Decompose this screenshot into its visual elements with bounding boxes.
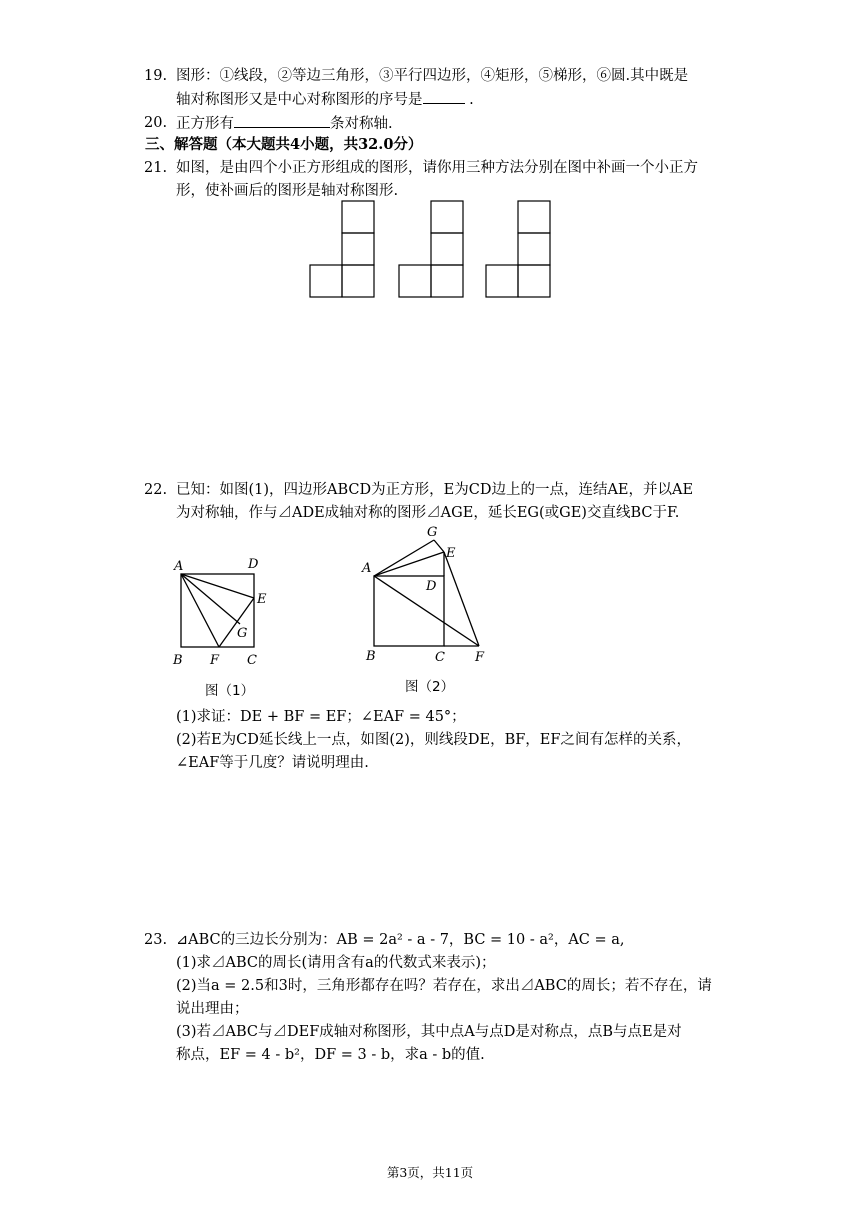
q21-figure-3 bbox=[486, 201, 550, 297]
fig2-label-d: D bbox=[426, 579, 437, 594]
q22-number: 22. bbox=[144, 482, 168, 498]
q22-line2: 为对称轴，作与⊿ADE成轴对称的图形⊿AGE，延长EG(或GE)交直线BC于F. bbox=[176, 505, 680, 521]
fig2-label-a: A bbox=[362, 561, 372, 576]
q22-figure-2 bbox=[358, 520, 498, 670]
q21-number: 21. bbox=[144, 160, 168, 176]
q20-number: 20. bbox=[144, 115, 168, 131]
q21-fig1-square-bottom-right bbox=[342, 265, 374, 297]
fig1-label-a: A bbox=[174, 559, 184, 574]
q21-figures bbox=[0, 198, 860, 318]
fig2-label-g: G bbox=[427, 525, 438, 540]
fig1-label-g: G bbox=[237, 626, 248, 641]
q19-prefix: 图形： bbox=[176, 68, 220, 84]
q22-sub2a: (2)若E为CD延长线上一点，如图(2)，则线段DE，BF，EF之间有怎样的关系， bbox=[176, 732, 691, 748]
fig1-label-f: F bbox=[210, 653, 220, 668]
q21-fig1-square-top bbox=[342, 201, 374, 233]
q19-answer-blank[interactable] bbox=[423, 89, 465, 104]
q19-item-6: ⑥圆.其中既是 bbox=[596, 68, 689, 84]
q21-fig1-square-bottom-left bbox=[310, 265, 342, 297]
q19-item-1: ①线段， bbox=[219, 68, 278, 84]
q19-number: 19. bbox=[144, 68, 168, 84]
q21-fig2-square-bottom-right bbox=[431, 265, 463, 297]
q20-line bbox=[176, 113, 393, 134]
q19-line1 bbox=[176, 66, 688, 86]
q21-fig3-square-bottom-right bbox=[518, 265, 550, 297]
fig1-line-ag bbox=[181, 574, 240, 624]
q23-sub1: (1)求⊿ABC的周长(请用含有a的代数式来表示)； bbox=[176, 955, 496, 971]
q22-figure-1 bbox=[170, 556, 300, 676]
q23-sub3a: (3)若⊿ABC与⊿DEF成轴对称图形，其中点A与点D是对称点，点B与点E是对 bbox=[176, 1024, 682, 1040]
fig1-label-b: B bbox=[173, 653, 183, 668]
q22-sub2b: ∠EAF等于几度？请说明理由. bbox=[176, 755, 369, 771]
q19-item-5: ⑤梯形， bbox=[538, 68, 597, 84]
q23-sub2a: (2)当a = 2.5和3时，三角形都存在吗？若存在，求出⊿ABC的周长；若不存在，请 bbox=[176, 978, 712, 994]
q22-figure-2-caption: 图（2） bbox=[405, 679, 455, 695]
q21-figure-2 bbox=[399, 201, 463, 297]
q23-number: 23. bbox=[144, 932, 168, 948]
q22-line1: 已知：如图(1)，四边形ABCD为正方形，E为CD边上的一点，连结AE，并以AE bbox=[176, 482, 694, 498]
q21-fig2-square-top bbox=[431, 201, 463, 233]
q21-figure-1 bbox=[310, 201, 374, 297]
fig2-label-f: F bbox=[475, 650, 485, 665]
q23-sub2b: 说出理由； bbox=[176, 1001, 249, 1017]
q22-figure-1-caption: 图（1） bbox=[205, 683, 255, 699]
q19-item-3: ③平行四边形， bbox=[379, 68, 481, 84]
q19-item-2: ②等边三角形， bbox=[277, 68, 379, 84]
fig2-line-ef bbox=[444, 552, 479, 646]
q19-line2-end: . bbox=[469, 92, 474, 108]
fig2-line-ge bbox=[434, 540, 444, 552]
q20-pre: 正方形有 bbox=[176, 116, 234, 132]
q21-fig3-square-top bbox=[518, 201, 550, 233]
fig1-label-c: C bbox=[247, 653, 257, 668]
fig2-label-e: E bbox=[446, 546, 456, 561]
section-heading: 三、解答题（本大题共4小题，共32.0分） bbox=[145, 136, 423, 153]
q21-fig1-square-middle bbox=[342, 233, 374, 265]
q20-post: 条对称轴. bbox=[330, 116, 393, 132]
q21-line2: 形，使补画后的图形是轴对称图形. bbox=[176, 183, 399, 199]
q22-sub1: (1)求证：DE + BF = EF；∠EAF = 45°； bbox=[176, 709, 466, 725]
q20-answer-blank[interactable] bbox=[234, 113, 330, 128]
q19-item-4: ④矩形， bbox=[480, 68, 539, 84]
q21-fig3-square-bottom-left bbox=[486, 265, 518, 297]
q21-fig2-square-middle bbox=[431, 233, 463, 265]
q19-line2 bbox=[176, 89, 474, 110]
q21-line1: 如图，是由四个小正方形组成的图形，请你用三种方法分别在图中补画一个小正方 bbox=[176, 160, 698, 176]
q21-fig3-square-middle bbox=[518, 233, 550, 265]
q19-line2-text: 轴对称图形又是中心对称图形的序号是 bbox=[176, 92, 423, 108]
q21-fig2-square-bottom-left bbox=[399, 265, 431, 297]
q23-line1: ⊿ABC的三边长分别为：AB = 2a² - a - 7，BC = 10 - a²，AC = a, bbox=[176, 932, 625, 948]
q23-sub3b: 称点，EF = 4 - b²，DF = 3 - b，求a - b的值. bbox=[176, 1047, 485, 1063]
fig2-label-c: C bbox=[435, 650, 445, 665]
fig1-label-e: E bbox=[257, 592, 267, 607]
fig2-label-b: B bbox=[366, 649, 376, 664]
fig1-label-d: D bbox=[248, 557, 259, 572]
page-footer: 第3页，共11页 bbox=[386, 1165, 474, 1180]
